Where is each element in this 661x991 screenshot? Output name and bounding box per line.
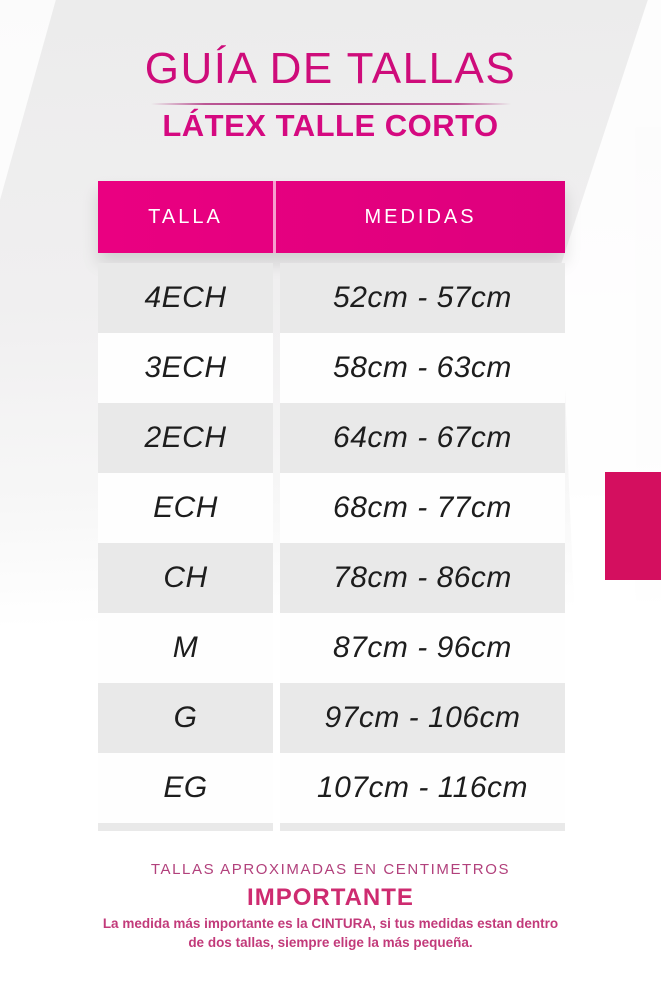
size-cell: M bbox=[98, 613, 273, 683]
table-row bbox=[98, 333, 565, 403]
size-cell: 4ECH bbox=[98, 263, 273, 333]
measure-cell: 87cm - 96cm bbox=[280, 613, 565, 683]
table-row bbox=[98, 753, 565, 823]
measure-cell: 68cm - 77cm bbox=[280, 473, 565, 543]
page-title: GUÍA DE TALLAS bbox=[144, 44, 517, 93]
footer-important-text: La medida más importante es la CINTURA, si tus medidas estan dentro de dos tallas, siempre elige la más pequeña. bbox=[102, 916, 559, 950]
table-row bbox=[98, 473, 565, 543]
table-row bbox=[98, 543, 565, 613]
strip-cell bbox=[280, 823, 565, 831]
table-header bbox=[98, 181, 565, 253]
diagonal-highlight-top-left bbox=[0, 0, 90, 200]
measure-cell: 64cm - 67cm bbox=[280, 403, 565, 473]
measure-cell: 107cm - 116cm bbox=[280, 753, 565, 823]
right-edge-accent-rectangle bbox=[605, 472, 661, 580]
size-cell: 2ECH bbox=[98, 403, 273, 473]
measure-cell: 52cm - 57cm bbox=[280, 263, 565, 333]
footer-note: TALLAS APROXIMADAS EN CENTIMETROS bbox=[150, 861, 511, 878]
size-table bbox=[98, 181, 565, 831]
footer-important-label: IMPORTANTE bbox=[247, 884, 414, 911]
measure-cell: 78cm - 86cm bbox=[280, 543, 565, 613]
title-divider bbox=[151, 103, 511, 105]
measure-cell: 97cm - 106cm bbox=[280, 683, 565, 753]
table-row bbox=[98, 683, 565, 753]
page-subtitle: LÁTEX TALLE CORTO bbox=[162, 108, 499, 143]
measure-cell: 58cm - 63cm bbox=[280, 333, 565, 403]
size-cell: EG bbox=[98, 753, 273, 823]
column-header-medidas: MEDIDAS bbox=[364, 205, 477, 228]
column-header-talla: TALLA bbox=[148, 205, 223, 228]
strip-cell bbox=[98, 823, 273, 831]
size-cell: ECH bbox=[98, 473, 273, 543]
table-row bbox=[98, 403, 565, 473]
size-cell: CH bbox=[98, 543, 273, 613]
table-row bbox=[98, 263, 565, 333]
size-cell: 3ECH bbox=[98, 333, 273, 403]
size-cell: G bbox=[98, 683, 273, 753]
table-row bbox=[98, 613, 565, 683]
table-bottom-strip bbox=[98, 823, 565, 831]
table-body bbox=[98, 263, 565, 831]
